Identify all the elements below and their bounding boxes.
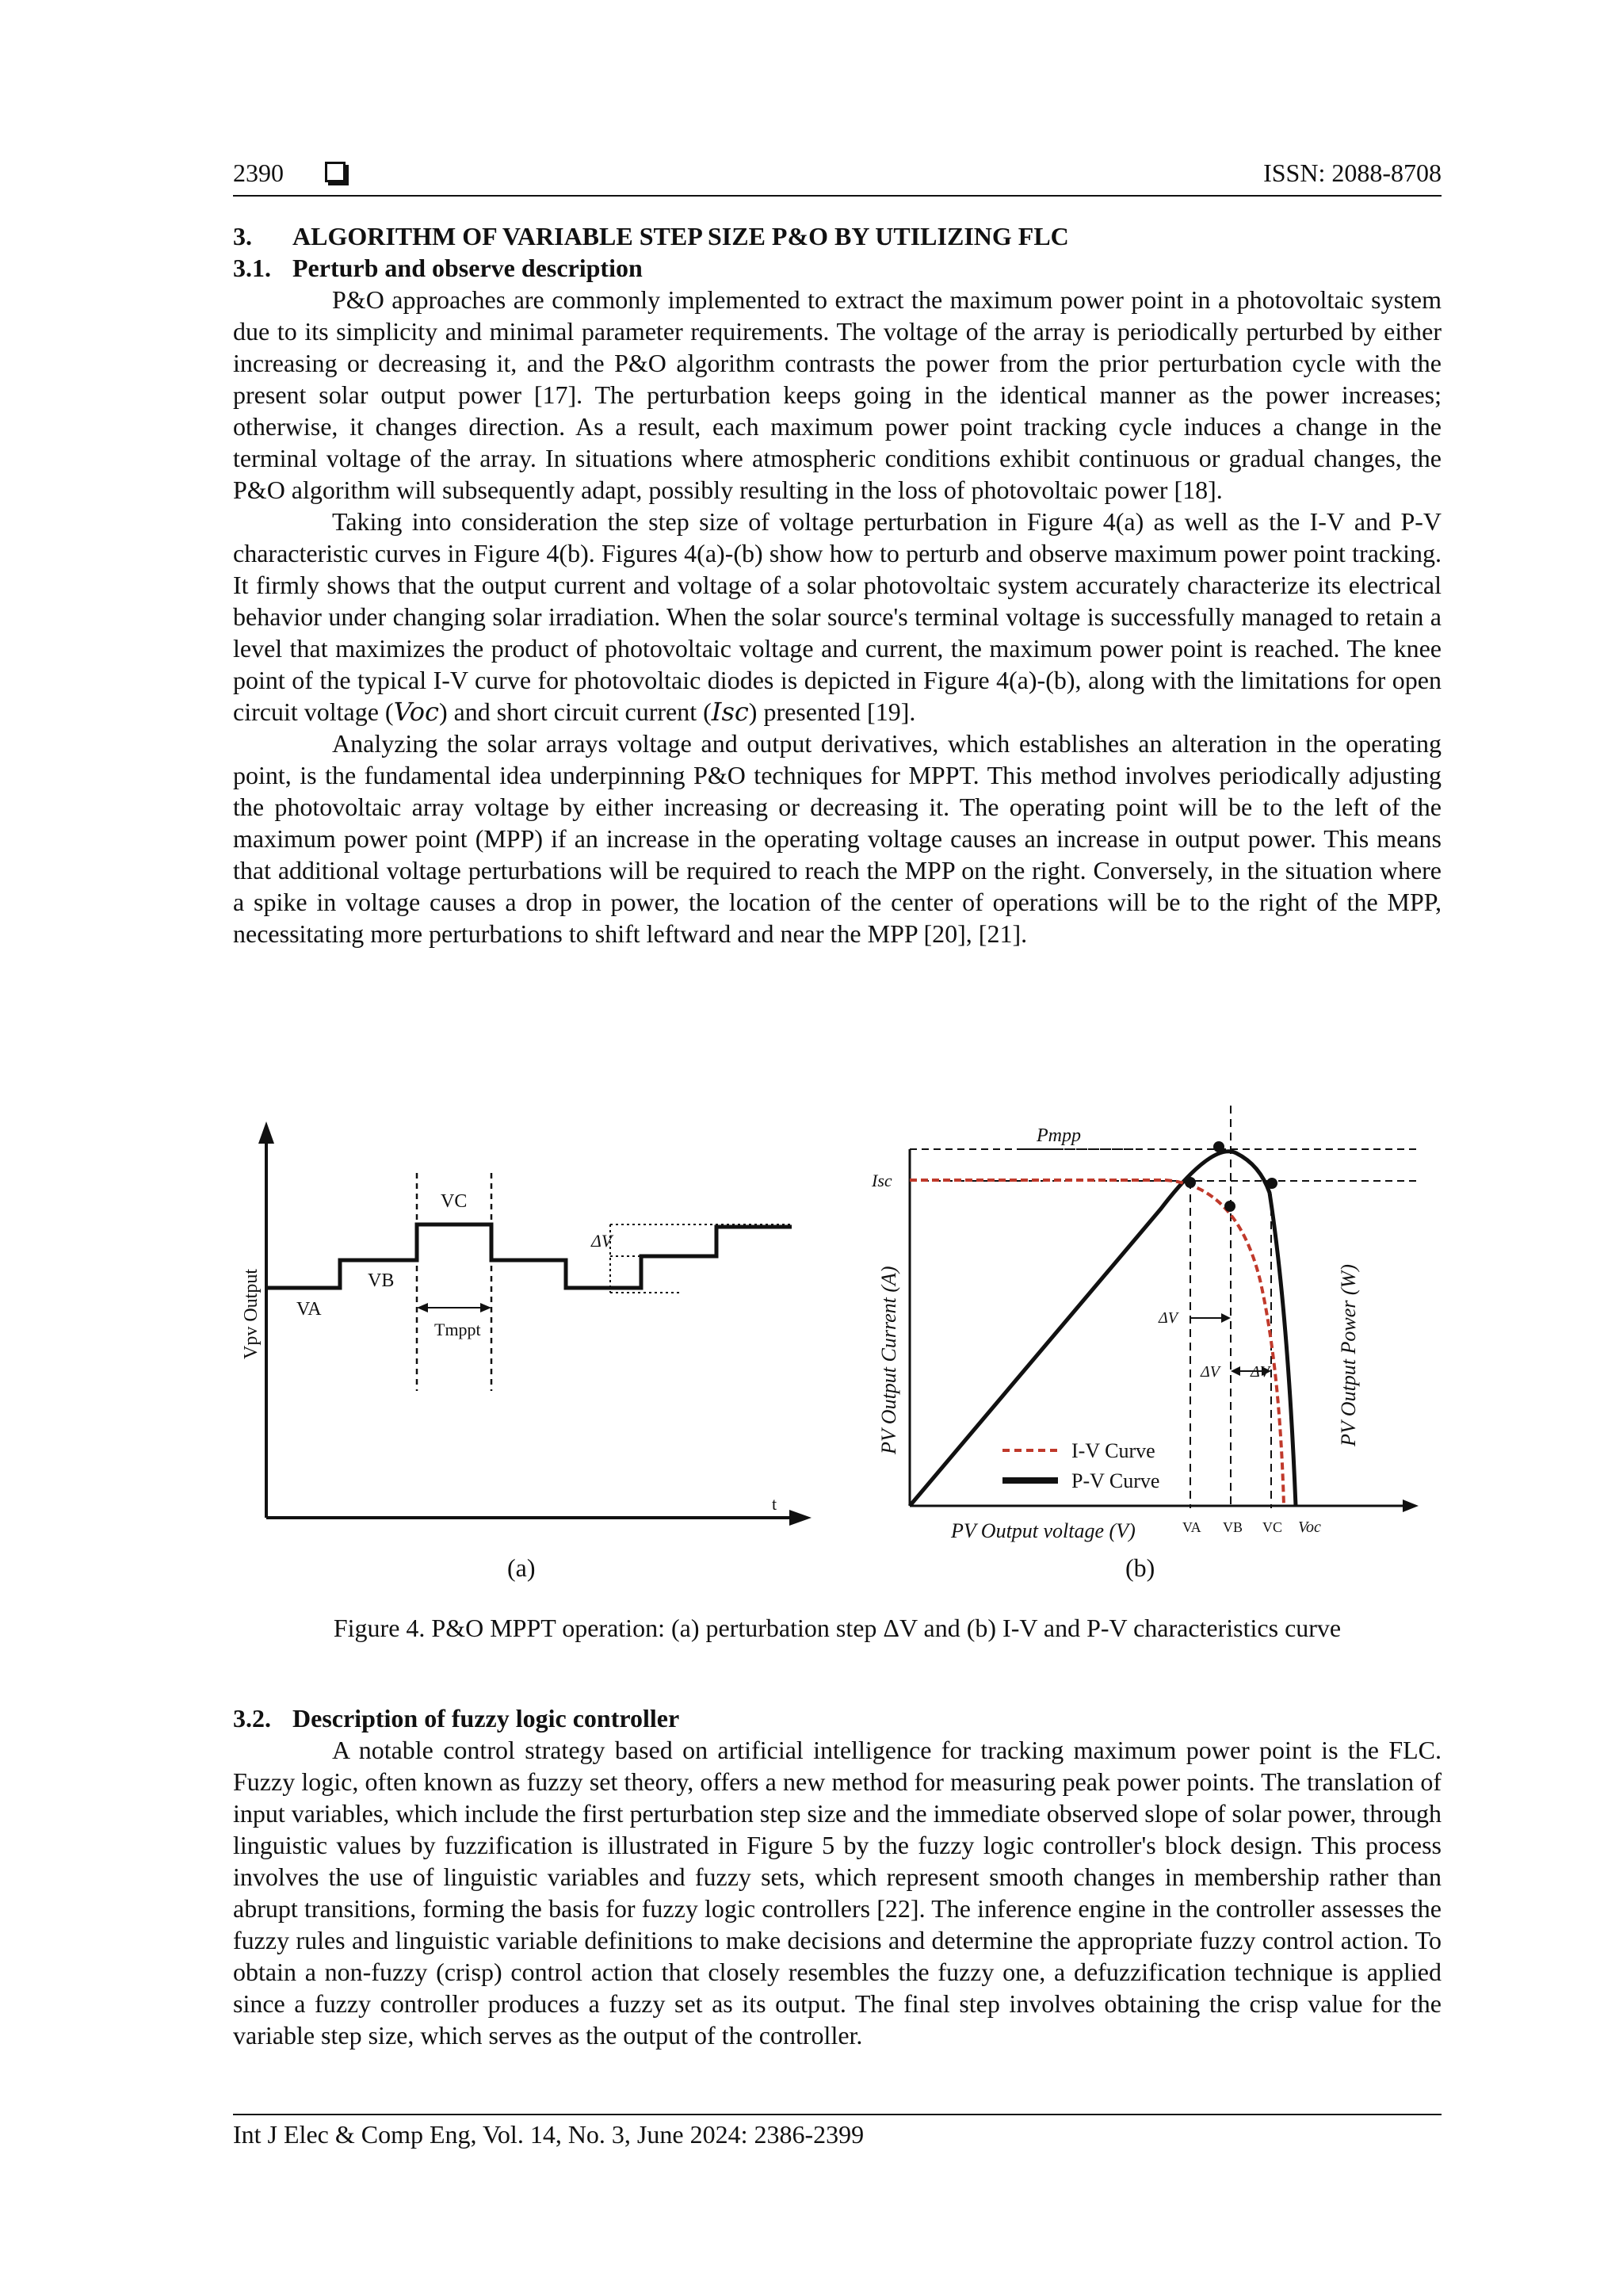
pmpp-label: Pmpp [1037,1125,1081,1146]
legend-iv: I-V Curve [1071,1439,1155,1462]
y-left-axis-label: PV Output Current (A) [877,1266,900,1454]
tick-vb: VB [1223,1519,1243,1535]
figure-4b [864,1106,1434,1549]
section-heading: 3. ALGORITHM OF VARIABLE STEP SIZE P&O BY UTILIZING FLC [233,222,1069,250]
isc-label: Isc [872,1171,892,1190]
tick-va: VA [1182,1519,1201,1535]
square-bullet-icon [325,162,346,182]
figure-4b-label: (b) [1125,1553,1155,1582]
label-va: VA [296,1299,322,1320]
delta-v-label-2: ΔV [1201,1363,1220,1381]
page-header [233,155,1442,197]
label-delta-v: ΔV [591,1231,613,1251]
label-vb: VB [368,1270,395,1291]
x-axis-label: t [772,1494,777,1514]
paragraph: P&O approaches are commonly implemented to extract the maximum power point in a photovoltaic system due to its simplicity and minimal parameter requirements. The voltage of the array is periodically perturbed by either increasing or decreasing it, and the P&O algorithm contrasts the power from the prior perturbation cycle with the present solar output power [17]. The perturbation keeps going in the identical manner as the power increases; otherwise, it changes direction. As a result, each maximum power point tracking cycle induces a change in the terminal voltage of the array. In situations where atmospheric conditions exhibit continuous or gradual changes, the P&O algorithm will subsequently adapt, possibly resulting in the loss of photovoltaic power [18]. [233,285,1442,504]
figure-caption: Figure 4. P&O MPPT operation: (a) perturbation step ΔV and (b) I-V and P-V characteristics curve [333,1614,1342,1642]
paragraph: Taking into consideration the step size of voltage perturbation in Figure 4(a) as well as the I-V and P-V characteristic curves in Figure 4(b). Figures 4(a)-(b) show how to perturb and observe maximum power point tracking. It firmly shows that the output current and voltage of a solar photovoltaic system accurately characterize its electrical behavior under changing solar irradiation. When the solar source's terminal voltage is successfully managed to retain a level that maximizes the product of photovoltaic voltage and current, the maximum power point is reached. The knee point of the typical I-V curve for photovoltaic diodes is depicted in Figure 4(a)-(b), along with the limitations for open circuit voltage (Voc) and short circuit current (Isc) presented [19]. [233,507,1442,727]
legend-pv: P-V Curve [1071,1469,1160,1492]
label-tmppt: Tmppt [434,1320,481,1339]
subsection-heading: 3.2. Description of fuzzy logic controller [233,1704,680,1733]
y-right-axis-label: PV Output Power (W) [1337,1264,1360,1446]
delta-v-label-1: ΔV [1159,1309,1178,1327]
figure-4a-label: (a) [507,1553,536,1582]
figure-4a [233,1114,819,1557]
paragraph: Analyzing the solar arrays voltage and output derivatives, which establishes an alteration in the operating point, is the fundamental idea underpinning P&O techniques for MPPT. This method involves periodically adjusting the photovoltaic array voltage by either increasing or decreasing it. The operating point will be to the left of the maximum power point (MPP) if an increase in the operating voltage causes an increase in output power. This means that additional voltage perturbations will be required to reach the MPP on the right. Conversely, in the situation where a spike in voltage causes a drop in power, the location of the center of operations will be to the right of the MPP, necessitating more perturbations to shift leftward and near the MPP [20], [21]. [233,729,1442,948]
x-axis-label: PV Output voltage (V) [951,1519,1136,1542]
tick-vc: VC [1262,1519,1283,1535]
y-axis-label: Vpv Output [241,1269,262,1359]
tick-voc: Voc [1298,1519,1321,1536]
subsection-heading: 3.1. Perturb and observe description [233,254,643,282]
delta-v-label-3: ΔV [1251,1363,1270,1381]
page-number: 2390 [233,159,284,187]
label-vc: VC [441,1191,468,1212]
issn: ISSN: 2088-8708 [1263,159,1442,187]
page-footer: Int J Elec & Comp Eng, Vol. 14, No. 3, June 2024: 2386-2399 [233,2114,1442,2149]
section-3-2-body [233,1734,1442,2051]
paragraph: A notable control strategy based on artificial intelligence for tracking maximum power point is the FLC. Fuzzy logic, often known as fuzzy set theory, offers a new method for measuring peak power points. The translation of input variables, which include the first perturbation step size and the immediate observed slope of solar power, through linguistic values by fuzzification is illustrated in Figure 5 by the fuzzy logic controller's block design. This process involves the use of linguistic variables and fuzzy sets, which represent smooth changes in membership rather than abrupt transitions, forming the basis for fuzzy logic controllers [22]. The inference engine in the controller assesses the fuzzy rules and linguistic variable definitions to make decisions and determine the appropriate fuzzy control action. To obtain a non-fuzzy (crisp) control action that closely resembles the fuzzy one, a defuzzification technique is applied since a fuzzy controller produces a fuzzy set as its output. The final step involves obtaining the crisp value for the variable step size, which serves as the output of the controller. [233,1736,1442,2050]
section-3-1-body [233,284,1442,949]
